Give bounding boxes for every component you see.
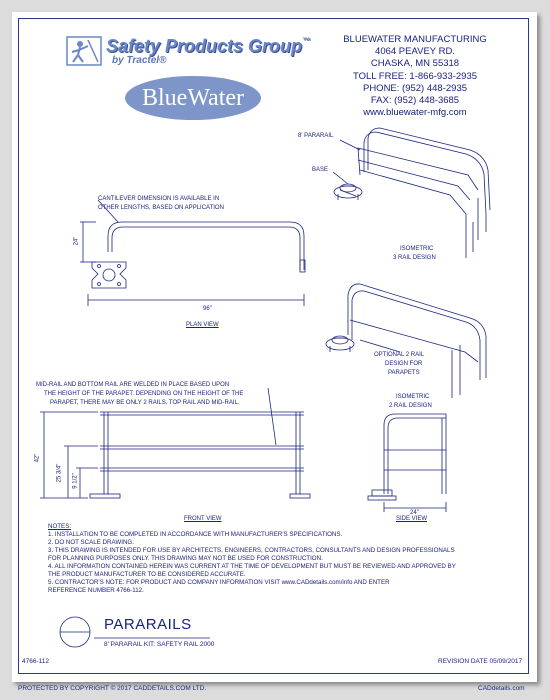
note-line: 1. INSTALLATION TO BE COMPLETED IN ACCORDANCE WITH MANUFACTURER'S SPECIFICATIONS. — [48, 531, 343, 538]
plan-view-caption: PLAN VIEW — [186, 322, 219, 328]
front-dim-25: 25 3/4" — [56, 463, 63, 483]
midrail-note-1: MID-RAIL AND BOTTOM RAIL ARE WELDED IN PLACE BASED UPON — [36, 382, 230, 388]
drawing-subtitle: 8' PARARAIL KIT: SAFETY RAIL 2000 — [104, 641, 215, 648]
isometric-2-rail-drawing — [326, 284, 486, 398]
pararail-8-label: 8' PARARAIL — [298, 133, 334, 139]
optional-note-2: DESIGN FOR — [385, 361, 423, 367]
isometric-3-rail-drawing — [333, 128, 490, 258]
note-line: 2. DO NOT SCALE DRAWING. — [48, 539, 134, 546]
note-line: 3. THIS DRAWING IS INTENDED FOR USE BY ARCHITECTS, ENGINEERS, CONTRACTORS, CONSULTANTS AND DESIGN PROFESSIONALS — [48, 547, 455, 554]
iso2-caption-2: 2 RAIL DESIGN — [389, 403, 432, 409]
iso3-caption-1: ISOMETRIC — [400, 246, 434, 252]
note-line: FOR PLANNING PURPOSES ONLY. THIS DRAWING MAY NOT BE USED FOR CONSTRUCTION. — [48, 555, 323, 562]
side-view-caption: SIDE VIEW — [396, 516, 428, 522]
plan-dim-24: 24" — [73, 236, 80, 246]
company-fax: FAX: (952) 448-3685 — [370, 95, 460, 107]
company-name: BLUEWATER MANUFACTURING — [343, 34, 487, 45]
plan-view-drawing — [80, 200, 305, 306]
optional-note-3: PARAPETS — [388, 370, 420, 376]
notes-block — [48, 523, 488, 595]
optional-note-1: OPTIONAL 2 RAIL — [374, 352, 425, 358]
notes-heading: NOTES: — [48, 523, 72, 530]
note-line: 5. CONTRACTOR'S NOTE: FOR PRODUCT AND COMPANY INFORMATION VISIT www.CADdetails.com/info AND ENTER — [48, 579, 390, 586]
plan-dim-96: 96" — [203, 306, 212, 312]
drawing-title: PARARAILS — [104, 616, 192, 633]
midrail-note-2: THE HEIGHT OF THE PARAPET. DEPENDING ON THE HEIGHT OF THE — [44, 391, 244, 397]
note-line: 4. ALL INFORMATION CONTAINED HEREIN WAS CURRENT AT THE TIME OF DEVELOPMENT BUT MUST BE REVIEWED AND APPROVED BY — [48, 563, 456, 570]
iso3-caption-2: 3 RAIL DESIGN — [393, 255, 436, 261]
company-address-2: CHASKA, MN 55318 — [370, 58, 460, 70]
side-dim-24: 24" — [410, 510, 419, 516]
revision-date: REVISION DATE 05/09/2017 — [438, 658, 523, 665]
side-view-drawing — [368, 414, 446, 512]
iso2-caption-1: ISOMETRIC — [396, 394, 430, 400]
cantilever-note-1: CANTILEVER DIMENSION IS AVAILABLE IN — [98, 196, 220, 202]
midrail-note-3: PARAPET, THERE MAY BE ONLY 2 RAILS, TOP RAIL AND MID-RAIL. — [50, 400, 240, 406]
copyright-text: PROTECTED BY COPYRIGHT © 2017 CADDETAILS.COM LTD. — [18, 685, 207, 692]
front-view-caption: FRONT VIEW — [184, 516, 222, 522]
drawing-number: 4766-112 — [22, 658, 49, 665]
company-website: www.bluewater-mfg.com — [363, 107, 467, 119]
company-address-1: 4064 PEAVEY RD. — [375, 46, 455, 58]
company-tollfree: TOLL FREE: 1-866-933-2935 — [352, 70, 478, 82]
front-dim-42: 42" — [34, 453, 41, 463]
logo-title-text: Safety Products Group — [106, 36, 303, 56]
note-line: THE PRODUCT MANUFACTURER TO BE CONSIDERED ACCURATE. — [48, 571, 246, 578]
trademark-mark: ™ — [302, 36, 311, 45]
bluewater-logo: BlueWater — [125, 76, 261, 120]
caddetails-link[interactable]: CADdetails.com — [478, 685, 525, 692]
base-label: BASE — [312, 167, 329, 173]
logo-subtitle: by Tractel® — [112, 55, 167, 66]
note-line: REFERENCE NUMBER 4766-112. — [48, 587, 144, 594]
company-phone: PHONE: (952) 448-2935 — [362, 82, 468, 94]
cantilever-note-2: OTHER LENGTHS, BASED ON APPLICATION — [98, 205, 224, 211]
front-dim-9: 9 1/2" — [72, 473, 79, 489]
